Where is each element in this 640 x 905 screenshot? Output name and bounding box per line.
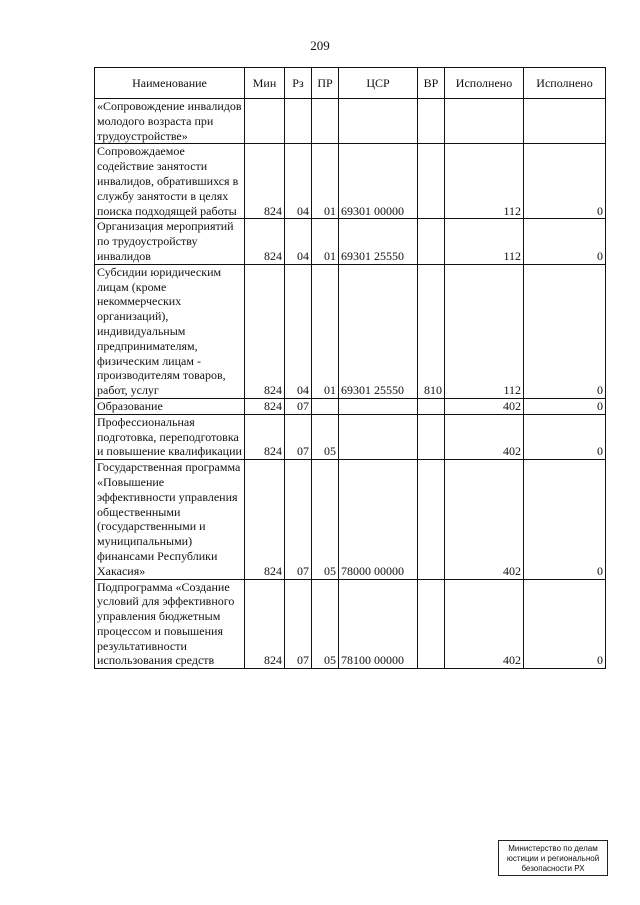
- cell-pr: [312, 99, 339, 144]
- cell-min: 824: [245, 219, 285, 264]
- cell-executed: 112: [445, 144, 524, 219]
- cell-csr: [339, 398, 418, 414]
- cell-csr: 69301 25550: [339, 264, 418, 398]
- header-rz: Рз: [285, 68, 312, 99]
- cell-name: Профессиональная подготовка, переподготовка и повышение квалификации: [95, 414, 245, 459]
- cell-name: Подпрограмма «Создание условий для эффективного управления бюджетным процессом и повышения результативности использования средств: [95, 579, 245, 669]
- table-row: [95, 219, 606, 264]
- cell-executed: 402: [445, 414, 524, 459]
- cell-executed: 402: [445, 579, 524, 669]
- cell-csr: 69301 00000: [339, 144, 418, 219]
- table-row: [95, 579, 606, 669]
- cell-vr: 810: [418, 264, 445, 398]
- cell-name: «Сопровождение инвалидов молодого возраста при трудоустройстве»: [95, 99, 245, 144]
- cell-min: 824: [245, 414, 285, 459]
- cell-rz: 07: [285, 460, 312, 579]
- header-pr: ПР: [312, 68, 339, 99]
- ministry-stamp: [498, 840, 608, 876]
- cell-csr: 78100 00000: [339, 579, 418, 669]
- cell-min: 824: [245, 264, 285, 398]
- cell-vr: [418, 579, 445, 669]
- cell-pr: 05: [312, 579, 339, 669]
- cell-rz: 04: [285, 219, 312, 264]
- cell-min: 824: [245, 144, 285, 219]
- table-row: [95, 460, 606, 579]
- cell-pr: 01: [312, 219, 339, 264]
- header-executed-2: Исполнено: [524, 68, 606, 99]
- cell-pr: 05: [312, 460, 339, 579]
- cell-executed: 402: [445, 398, 524, 414]
- header-min: Мин: [245, 68, 285, 99]
- cell-name: Государственная программа «Повышение эффективности управления общественными (государственными и муниципальными) финансами Республики Хакасия»: [95, 460, 245, 579]
- table-row: [95, 144, 606, 219]
- cell-name: Организация мероприятий по трудоустройству инвалидов: [95, 219, 245, 264]
- cell-csr: 78000 00000: [339, 460, 418, 579]
- cell-rz: 07: [285, 398, 312, 414]
- stamp-line-2: юстиции и региональной: [506, 854, 600, 863]
- cell-rz: [285, 99, 312, 144]
- page-number: 209: [310, 38, 330, 53]
- cell-vr: [418, 99, 445, 144]
- cell-csr: [339, 414, 418, 459]
- cell-csr: [339, 99, 418, 144]
- cell-name: Сопровождаемое содействие занятости инвалидов, обратившихся в службу занятости в целях поиска подходящей работы: [95, 144, 245, 219]
- cell-executed-2: 0: [524, 579, 606, 669]
- cell-min: [245, 99, 285, 144]
- table-row: [95, 398, 606, 414]
- cell-executed-2: 0: [524, 219, 606, 264]
- stamp-line-3: безопасности РХ: [521, 864, 585, 873]
- cell-name: Образование: [95, 398, 245, 414]
- cell-executed: 112: [445, 264, 524, 398]
- cell-executed-2: 0: [524, 460, 606, 579]
- stamp-line-1: Министерство по делам: [508, 844, 598, 853]
- cell-executed-2: 0: [524, 414, 606, 459]
- cell-executed-2: 0: [524, 264, 606, 398]
- cell-pr: 01: [312, 264, 339, 398]
- cell-min: 824: [245, 579, 285, 669]
- cell-executed: [445, 99, 524, 144]
- cell-min: 824: [245, 460, 285, 579]
- cell-rz: 04: [285, 264, 312, 398]
- header-name: Наименование: [95, 68, 245, 99]
- cell-min: 824: [245, 398, 285, 414]
- table-row: [95, 264, 606, 398]
- table-row: [95, 99, 606, 144]
- table-row: [95, 414, 606, 459]
- cell-rz: 07: [285, 579, 312, 669]
- cell-executed-2: [524, 99, 606, 144]
- header-executed: Исполнено: [445, 68, 524, 99]
- cell-executed: 112: [445, 219, 524, 264]
- cell-pr: [312, 398, 339, 414]
- cell-pr: 05: [312, 414, 339, 459]
- cell-vr: [418, 414, 445, 459]
- cell-name: Субсидии юридическим лицам (кроме некоммерческих организаций), индивидуальным предпринимателям, физическим лицам - производителям товаров, работ, услуг: [95, 264, 245, 398]
- cell-vr: [418, 144, 445, 219]
- cell-executed-2: 0: [524, 144, 606, 219]
- cell-csr: 69301 25550: [339, 219, 418, 264]
- cell-rz: 07: [285, 414, 312, 459]
- budget-execution-table: [94, 67, 606, 669]
- cell-vr: [418, 219, 445, 264]
- cell-executed-2: 0: [524, 398, 606, 414]
- cell-pr: 01: [312, 144, 339, 219]
- header-csr: ЦСР: [339, 68, 418, 99]
- table-header-row: [95, 68, 606, 99]
- header-vr: ВР: [418, 68, 445, 99]
- cell-executed: 402: [445, 460, 524, 579]
- cell-vr: [418, 398, 445, 414]
- cell-vr: [418, 460, 445, 579]
- cell-rz: 04: [285, 144, 312, 219]
